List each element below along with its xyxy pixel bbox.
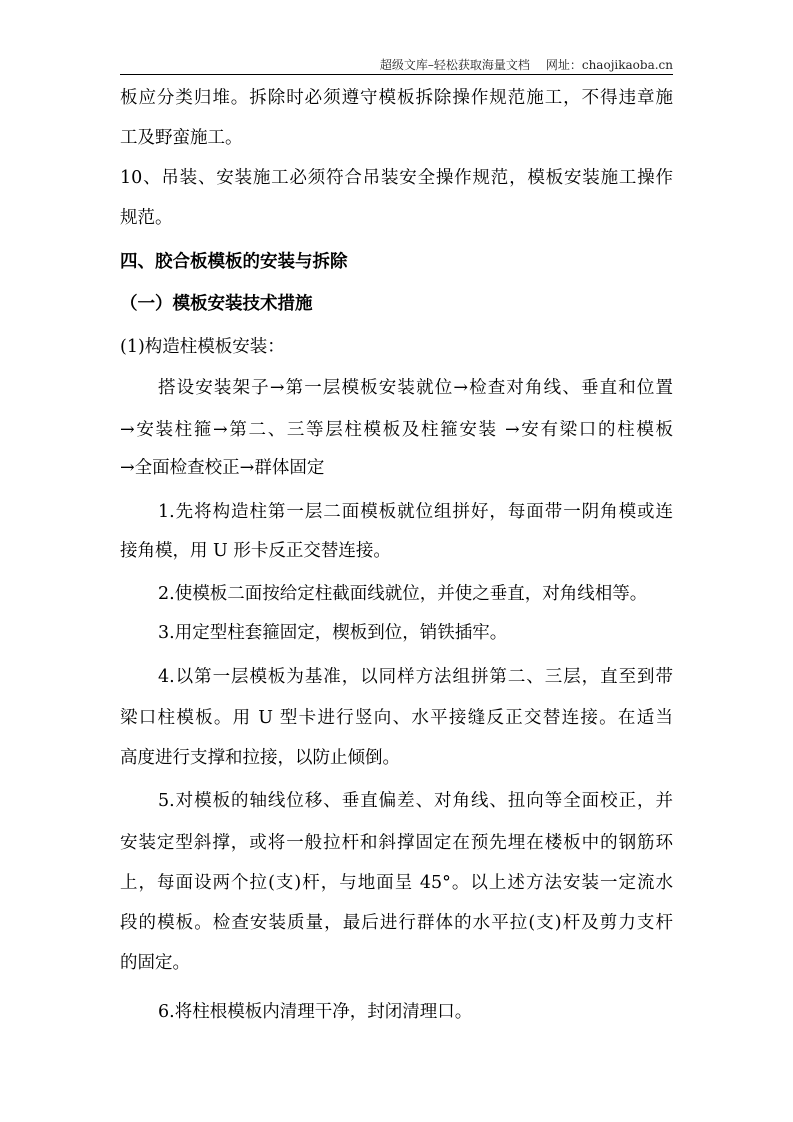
body-line: 3.用定型柱套箍固定，楔板到位，销铁插牢。 [158, 623, 508, 643]
body-line: 6.将柱根模板内清理干净，封闭清理口。 [158, 1002, 473, 1022]
body-line: 梁口柱模板。用 U 型卡进行竖向、水平接缝反正交替连接。在适当 [120, 708, 673, 728]
section-heading: 四、胶合板模板的安装与拆除 [120, 252, 348, 272]
body-line: 板应分类归堆。拆除时必须遵守模板拆除操作规范施工，不得违章施 [120, 88, 673, 108]
body-line: 接角模，用 U 形卡反正交替连接。 [120, 541, 391, 561]
body-line: 高度进行支撑和拉接，以防止倾倒。 [120, 748, 400, 768]
body-line: 10、吊装、安装施工必须符合吊装安全操作规范，模板安装施工操作 [120, 168, 673, 188]
body-line: 的固定。 [120, 953, 190, 973]
body-line: 规范。 [120, 208, 173, 228]
subsection-heading: （一）模板安装技术措施 [120, 294, 313, 314]
body-line: →安装柱箍→第二、三等层柱模板及柱箍安装 →安有梁口的柱模板 [120, 420, 673, 440]
body-line: 上，每面设两个拉(支)杆，与地面呈 45°。以上述方法安装一定流水 [120, 873, 673, 893]
body-line: 4.以第一层模板为基准，以同样方法组拼第二、三层，直至到带 [158, 667, 673, 687]
body-line: 1.先将构造柱第一层二面模板就位组拼好，每面带一阴角模或连 [158, 502, 673, 522]
body-line: (1)构造柱模板安装： [120, 337, 285, 357]
body-line: 安装定型斜撑，或将一般拉杆和斜撑固定在预先埋在楼板中的钢筋环 [120, 833, 673, 853]
header-url: 网址：chaojikaoba.cn [545, 58, 673, 72]
page-header [380, 56, 673, 73]
body-line: 2.使模板二面按给定柱截面线就位，并使之垂直，对角线相等。 [158, 584, 648, 604]
body-line: →全面检查校正→群体固定 [120, 458, 325, 478]
body-line: 5.对模板的轴线位移、垂直偏差、对角线、扭向等全面校正，并 [158, 791, 673, 811]
body-line: 工及野蛮施工。 [120, 128, 243, 148]
header-rule [120, 74, 673, 75]
body-line: 搭设安装架子→第一层模板安装就位→检查对角线、垂直和位置 [158, 378, 673, 398]
header-site-name: 超级文库–轻松获取海量文档 [379, 58, 530, 72]
body-line: 段的模板。检查安装质量，最后进行群体的水平拉(支)杆及剪力支杆 [120, 913, 673, 933]
